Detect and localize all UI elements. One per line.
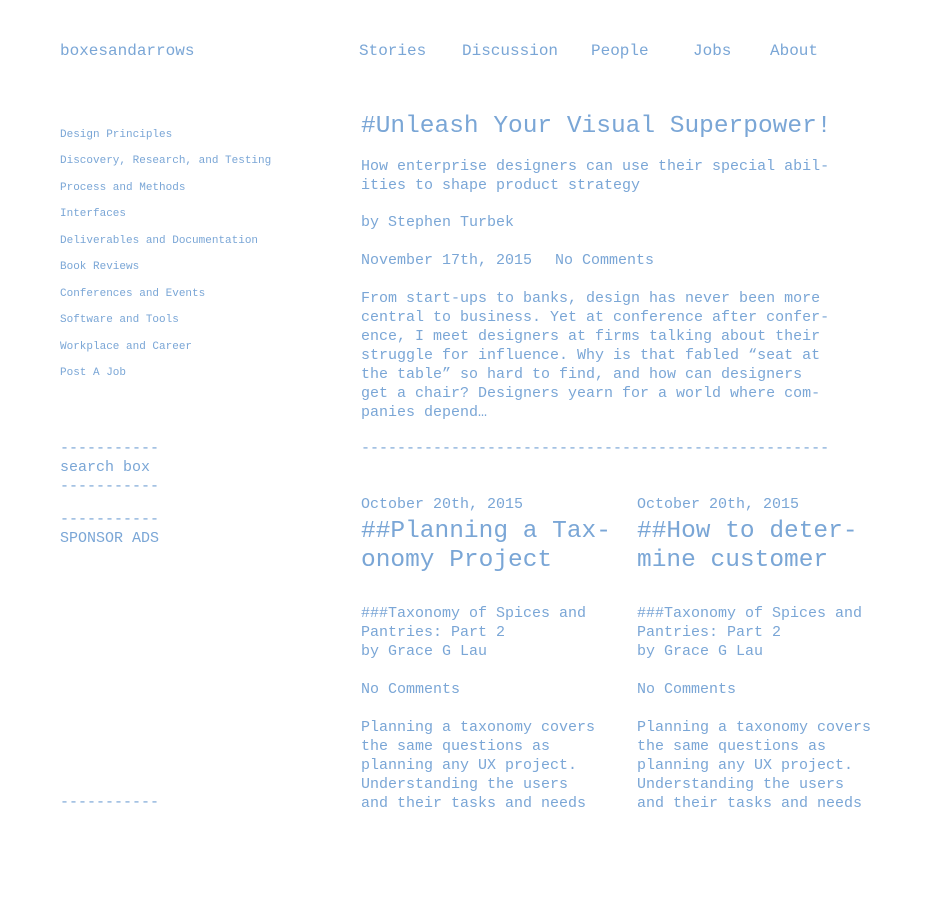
nav-people[interactable]: People	[591, 42, 649, 60]
card-1-byline: by Grace G Lau	[361, 643, 488, 660]
card-2-comments-link[interactable]: No Comments	[637, 681, 737, 698]
sidebar-item-discovery-research-testing[interactable]: Discovery, Research, and Testing	[60, 155, 272, 167]
sidebar-item-software-tools[interactable]: Software and Tools	[60, 314, 179, 326]
content-divider: ----------------------------------------------------	[361, 440, 830, 457]
card-1-subtitle: ###Taxonomy of Spices and Pantries: Part 2	[361, 605, 587, 641]
sidebar-item-post-a-job[interactable]: Post A Job	[60, 367, 127, 379]
sidebar-item-conferences-events[interactable]: Conferences and Events	[60, 288, 206, 300]
card-1-date: October 20th, 2015	[361, 496, 524, 513]
featured-article-title[interactable]: #Unleash Your Visual Superpower!	[361, 113, 832, 140]
featured-article-dek: How enterprise designers can use their special abil- ities to shape product strategy	[361, 158, 830, 194]
card-1-excerpt: Planning a taxonomy covers the same questions as planning any UX project. Understanding the users and their tasks and needs	[361, 719, 596, 812]
card-2-subtitle: ###Taxonomy of Spices and Pantries: Part 2	[637, 605, 863, 641]
card-1-title[interactable]: ##Planning a Tax- onomy Project	[361, 518, 611, 574]
sidebar-item-deliverables-documentation[interactable]: Deliverables and Documentation	[60, 235, 259, 247]
card-2-title[interactable]: ##How to deter- mine customer	[637, 518, 858, 574]
sidebar-item-workplace-career[interactable]: Workplace and Career	[60, 341, 193, 353]
site-logo[interactable]: boxesandarrows	[60, 42, 195, 60]
sponsor-ads-placeholder: ----------- SPONSOR ADS	[60, 511, 160, 547]
nav-about[interactable]: About	[770, 42, 819, 60]
sidebar-item-design-principles[interactable]: Design Principles	[60, 129, 173, 141]
sidebar-item-interfaces[interactable]: Interfaces	[60, 208, 127, 220]
card-2-date: October 20th, 2015	[637, 496, 800, 513]
card-1-comments-link[interactable]: No Comments	[361, 681, 461, 698]
featured-article-comments-link[interactable]: No Comments	[555, 252, 655, 269]
card-2-excerpt: Planning a taxonomy covers the same questions as planning any UX project. Understanding the users and their tasks and needs	[637, 719, 872, 812]
nav-discussion[interactable]: Discussion	[462, 42, 559, 60]
nav-jobs[interactable]: Jobs	[693, 42, 732, 60]
featured-article-byline: by Stephen Turbek	[361, 214, 515, 231]
search-box-placeholder: ----------- search box -----------	[60, 440, 160, 495]
sidebar-item-process-methods[interactable]: Process and Methods	[60, 182, 186, 194]
featured-article-excerpt: From start-ups to banks, design has never been more central to business. Yet at conference after confer- ence, I meet designers at firms talking about their struggle for influence. Why is that fabled “seat at the table” so hard to find, and how can designers get a chair? Designers yearn for a world where com- panies depend…	[361, 290, 830, 421]
sidebar-item-book-reviews[interactable]: Book Reviews	[60, 261, 140, 273]
card-2-byline: by Grace G Lau	[637, 643, 764, 660]
nav-stories[interactable]: Stories	[359, 42, 427, 60]
sidebar-bottom-divider: -----------	[60, 794, 160, 811]
featured-article-date: November 17th, 2015	[361, 252, 533, 269]
